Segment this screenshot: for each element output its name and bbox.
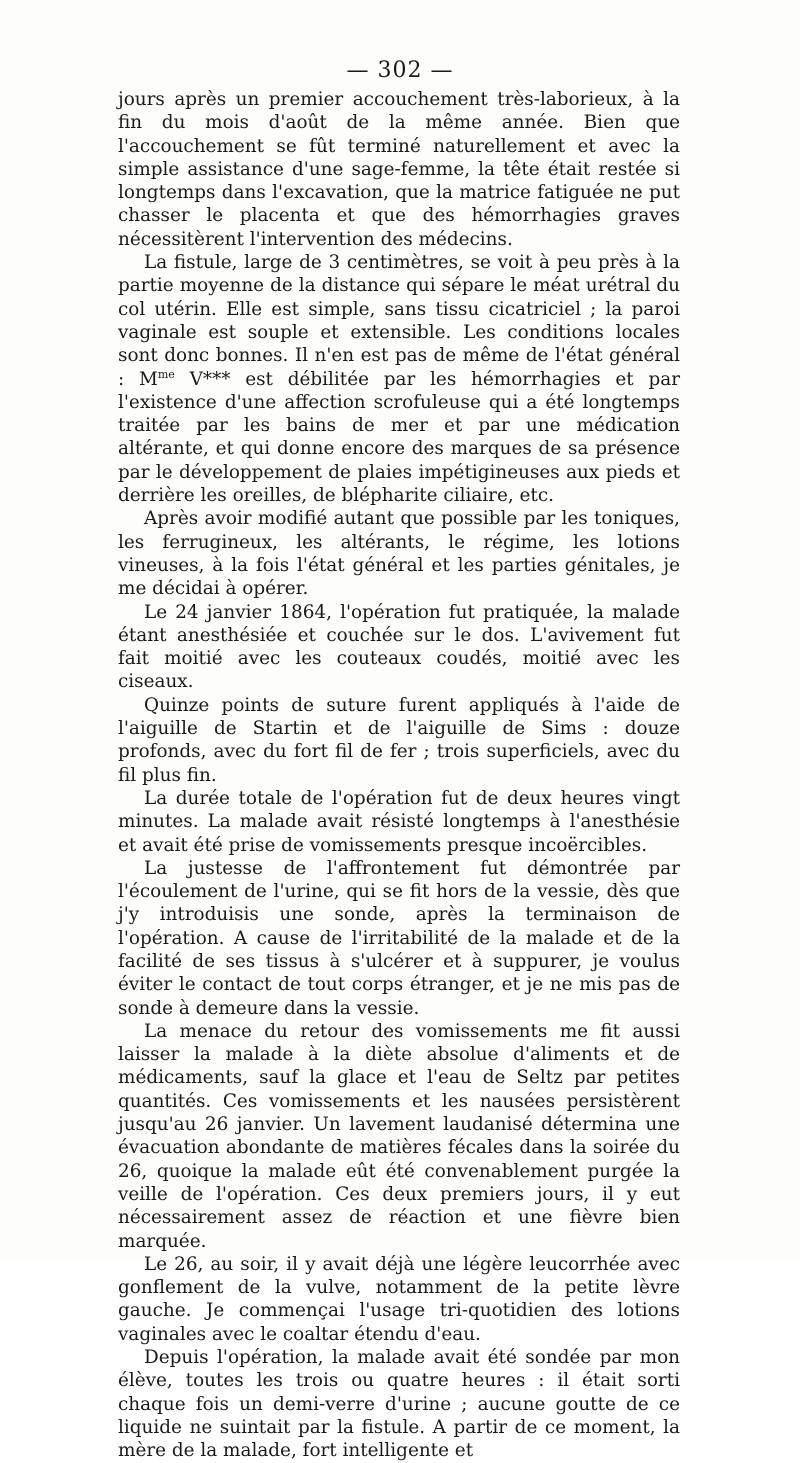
paragraph-sutures: Quinze points de suture furent appliqués à l'aide de l'aiguille de Startin et de l'aiguille de Sims : douze profonds, avec du fort fil de fer ; trois superficiels, avec du fil plus fin.	[118, 694, 680, 786]
paragraph-leucorrhee: Le 26, au soir, il y avait déjà une légère leucorrhée avec gonflement de la vulve, notamment de la petite lèvre gauche. Je commençai l'usage tri-quotidien des lotions vaginales avec le coaltar étendu d'eau.	[118, 1253, 680, 1345]
paragraph-sondage: Depuis l'opération, la malade avait été sondée par mon élève, toutes les trois ou quatre heures : il était sorti chaque fois un demi-verre d'urine ; aucune goutte de ce liquide ne suintait par la fistule. A partir de ce moment, la mère de la malade, fort intelligente et	[118, 1347, 680, 1462]
paragraph-fistule	[118, 251, 680, 507]
paragraph-affrontement: La justesse de l'affrontement fut démontrée par l'écoulement de l'urine, qui se fit hors de la vessie, dès que j'y introduisis une sonde, après la terminaison de l'opération. A cause de l'irritabilité de la malade et de la facilité de ses tissus à s'ulcérer et à suppurer, je voulus éviter le contact de tout corps étranger, et je ne mis pas de sonde à demeure dans la vessie.	[118, 857, 680, 1019]
madame-superscript: me	[157, 367, 175, 381]
paragraph-continued: jours après un premier accouchement très-laborieux, à la fin du mois d'août de la même année. Bien que l'accouchement se fût terminé naturellement et avec la simple assistance d'une sage-femme, la tête était restée si longtemps dans l'excavation, que la matrice fatiguée ne put chasser le placenta et que des hémorrhagies graves nécessitèrent l'intervention des médecins.	[118, 89, 680, 250]
paragraph-vomissements: La menace du retour des vomissements me fit aussi laisser la malade à la diète absolue d'aliments et de médicaments, sauf la glace et l'eau de Seltz par petites quantités. Ces vomissements et les nausées persistèrent jusqu'au 26 janvier. Un lavement laudanisé détermina une évacuation abondante de matières fécales dans la soirée du 26, quoique la malade eût été convenablement purgée la veille de l'opération. Ces deux premiers jours, il y eut nécessairement assez de réaction et une fièvre bien marquée.	[118, 1020, 680, 1252]
paragraph-fistule-part1: La fistule, large de 3 centimètres, se voit à peu près à la partie moyenne de la distance qui sépare le méat urétral du col utérin. Elle est simple, sans tissu cicatriciel ; la paroi vaginale est souple et extensible. Les conditions locales sont donc bonnes. Il n'en est pas de même de l'état général : M	[118, 252, 680, 390]
paragraph-duration: La durée totale de l'opération fut de deux heures vingt minutes. La malade avait résisté longtemps à l'anesthésie et avait été prise de vomissements presque incoërcibles.	[118, 787, 680, 856]
paragraph-fistule-part2: V*** est débilitée par les hémorrhagies et par l'existence d'une affection scrofuleuse qui a été longtemps traitée par les bains de mer et par une médication altérante, et qui donne encore des marques de sa présence par le développement de plaies impétigineuses aux pieds et derrière les oreilles, de blépharite ciliaire, etc.	[118, 368, 681, 507]
paragraph-treatment: Après avoir modifié autant que possible par les toniques, les ferrugineux, les altérants, le régime, les lotions vineuses, à la fois l'état général et les parties génitales, je me décidai à opérer.	[118, 508, 680, 600]
page-number: — 302 —	[346, 58, 454, 83]
paragraph-operation-date: Le 24 janvier 1864, l'opération fut pratiquée, la malade étant anesthésiée et couchée sur le dos. L'avivement fut fait moitié avec les couteaux coudés, moitié avec les ciseaux.	[118, 601, 680, 693]
body-text	[118, 88, 680, 1463]
